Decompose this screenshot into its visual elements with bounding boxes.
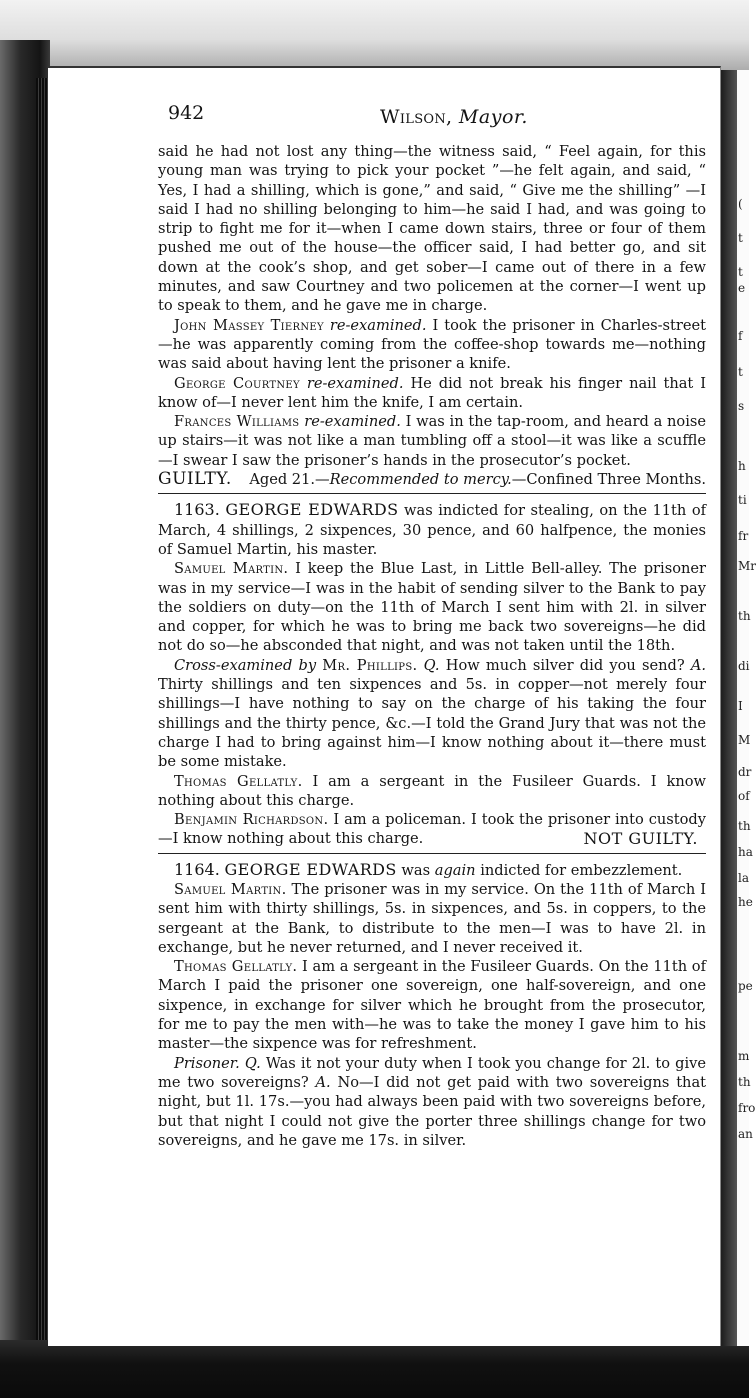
testimony-text: I keep the Blue Last, in Little Bell-alley. The prisoner was in my service—I was in the habit of sending silver to the Bank to pay the soldiers on duty—on the 11th of March I sent him with 2l. in silver and copper, for which he was to bring me back two sovereigns—he did not do so—he absconded that night, and was not taken until the 18th. (158, 560, 706, 655)
facing-page-fragment: la (738, 871, 749, 885)
cross-label: Cross-examined by (174, 656, 317, 674)
prisoner-question (158, 1054, 706, 1150)
facing-page-fragment: e (738, 281, 746, 295)
examination-tag: re-examined. (306, 374, 404, 392)
case-number: 1163. (174, 500, 220, 520)
testimony-paragraph (158, 810, 706, 849)
continued-paragraph: said he had not lost any thing—the witness said, “ Feel again, for this young man was trying to pick your pocket ”—he felt again, and said, “ Yes, I had a shilling, which is gone,” and said, “ Give me the shilling” —I said I had no shilling belonging to him—he said I had, and was going to strip to fight me for it—when I came down stairs, three or four of them pushed me out of the house—the officer said, I had better go, and sit down at the cook’s shop, and get sober—I came out of there in a few minutes, and saw Courtney and two policemen at the corner—I went up to speak to them, and he gave me in charge. (158, 143, 706, 315)
recommendation: Recommended to mercy. (329, 471, 512, 489)
facing-page-fragment: I (738, 699, 743, 713)
case-divider (158, 493, 706, 494)
page-body (158, 142, 706, 1150)
facing-page-fragment: t (738, 231, 743, 245)
facing-page-fragment: of (738, 789, 750, 803)
testimony-text: I am a policeman. I took the prisoner into custody—I know nothing about this charge. (158, 811, 707, 848)
witness-name: Benjamin Richardson. (174, 811, 329, 829)
testimony-text: I am a sergeant in the Fusileer Guards. On the 11th of March I paid the prisoner one sovereign, one half-sovereign, and one sixpence, in exchange for silver which he brought from the prosecutor, for me to pay the men with—he was to take the money I gave him to his master—the sixpence was for refreshment. (158, 958, 706, 1053)
testimony-paragraph (158, 559, 706, 655)
sentence: —Confined Three Months. (511, 471, 706, 489)
testimony-paragraph (158, 957, 706, 1053)
cross-examination (158, 656, 706, 772)
facing-page-fragment: ti (738, 493, 747, 507)
facing-page-fragment: th (738, 819, 751, 833)
prisoner-label: Prisoner. (174, 1054, 240, 1072)
charge-again: again (434, 861, 476, 879)
facing-page-fragment: dr (738, 765, 752, 779)
facing-page-fragment: fro (738, 1101, 756, 1115)
examination-tag: re-examined. (329, 316, 427, 334)
answer-label: A. (690, 656, 707, 674)
sentence-line (249, 470, 706, 489)
facing-page-fragment: m (738, 1049, 750, 1063)
defendant-name: GEORGE EDWARDS (224, 859, 397, 879)
witness-name: Thomas Gellatly. (174, 772, 303, 790)
facing-page-fragment: fr (738, 529, 749, 543)
question-text: Was it not your duty when I took you change for 2l. to give me two sovereigns? (158, 1054, 707, 1091)
facing-page-fragment: s (738, 399, 745, 413)
counsel-name: Mr. Phillips. (322, 656, 418, 674)
facing-page-fragment: an (738, 1127, 753, 1141)
page-stack-edge (36, 78, 48, 1368)
testimony-text: He did not break his finger nail that I know of—I never lent him the knife, I am certain. (158, 374, 706, 411)
running-head-title: Mayor. (458, 106, 528, 128)
witness-name: Thomas Gellatly. (174, 958, 298, 976)
testimony-paragraph (158, 374, 706, 413)
witness-name: George Courtney (174, 374, 300, 392)
scanner-top-shadow (0, 0, 749, 72)
testimony-paragraph (158, 316, 706, 374)
facing-page-fragment: ha (738, 845, 753, 859)
facing-page-fragment: pe (738, 979, 753, 993)
verdict: GUILTY. (158, 469, 232, 490)
verdict: NOT GUILTY. (583, 829, 698, 849)
case-number: 1164. (174, 859, 220, 879)
charge-text: indicted for embezzlement. (480, 861, 683, 879)
page-number: 942 (168, 102, 205, 124)
question-text: How much silver did you send? (445, 656, 685, 674)
facing-page-fragment: t (738, 365, 743, 379)
scanner-bottom-edge (0, 1340, 749, 1398)
charge-text: was (401, 861, 431, 879)
examination-tag: re-examined. (304, 413, 401, 431)
testimony-paragraph (158, 412, 706, 470)
facing-page-fragment: di (738, 659, 750, 673)
witness-name: Samuel Martin. (174, 560, 289, 578)
facing-page-fragment: f (738, 329, 743, 343)
age: Aged 21.— (249, 471, 330, 489)
facing-page-fragment: th (738, 1075, 751, 1089)
witness-name: Samuel Martin. (174, 880, 287, 898)
testimony-paragraph (158, 880, 706, 957)
testimony-text: I am a sergeant in the Fusileer Guards. I know nothing about this charge. (158, 772, 706, 809)
verdict-line (158, 470, 706, 489)
running-head-name: Wilson, (380, 106, 453, 128)
defendant-name: GEORGE EDWARDS (225, 500, 399, 520)
answer-label: A. (315, 1073, 331, 1091)
testimony-text: I took the prisoner in Charles-street—he was apparently coming from the coffee-shop towards me—nothing was said about having lent the prisoner a knife. (158, 316, 707, 373)
case-divider (158, 853, 706, 854)
facing-page-fragment: t (738, 265, 743, 279)
answer-text: No—I did not get paid with two sovereigns that night, but 1l. 17s.—you had always been paid with two sovereigns before, but that night I could not give the porter three shillings change for two sovereigns, and he gave me 17s. in silver. (158, 1073, 707, 1149)
witness-name: Frances Williams (174, 413, 300, 431)
answer-text: Thirty shillings and ten sixpences and 5s. in copper—not merely four shillings—I have nothing to say on the charge of his taking the four shillings and the thirty pence, &c.—I told the Grand Jury that was not the charge I had to bring against him—I know nothing about it—there must be some mistake. (158, 676, 706, 771)
facing-page-fragment: th (738, 609, 751, 623)
facing-page-fragment: he (738, 895, 753, 909)
testimony-paragraph (158, 772, 706, 811)
facing-page-fragment: h (738, 459, 746, 473)
running-head (380, 106, 528, 128)
charge-text: was indicted for stealing, on the 11th of March, 4 shillings, 2 sixpences, 30 pence, and 60 halfpence, the monies of Samuel Martin, his master. (158, 502, 707, 558)
testimony-text: The prisoner was in my service. On the 11th of March I sent him with thirty shillings, 5s. in sixpences, and 5s. in coppers, to the sergeant at the Bank, to distribute to the men—I was to have 2l. in exchange, but he never returned, and I never received it. (158, 880, 707, 956)
testimony-text: I was in the tap-room, and heard a noise up stairs—it was not like a man tumbling off a stool—it was like a scuffle—I swear I saw the prisoner’s hands in the prosecutor’s pocket. (158, 413, 706, 469)
question-label: Q. (244, 1054, 261, 1072)
case-heading (158, 500, 706, 559)
witness-name: John Massey Tierney (174, 316, 324, 334)
question-label: Q. (423, 656, 440, 674)
facing-page-fragment: M (738, 733, 751, 747)
facing-page-fragment: ( (738, 197, 743, 211)
case-heading (158, 860, 706, 880)
facing-page-fragment: Mr (738, 559, 756, 573)
